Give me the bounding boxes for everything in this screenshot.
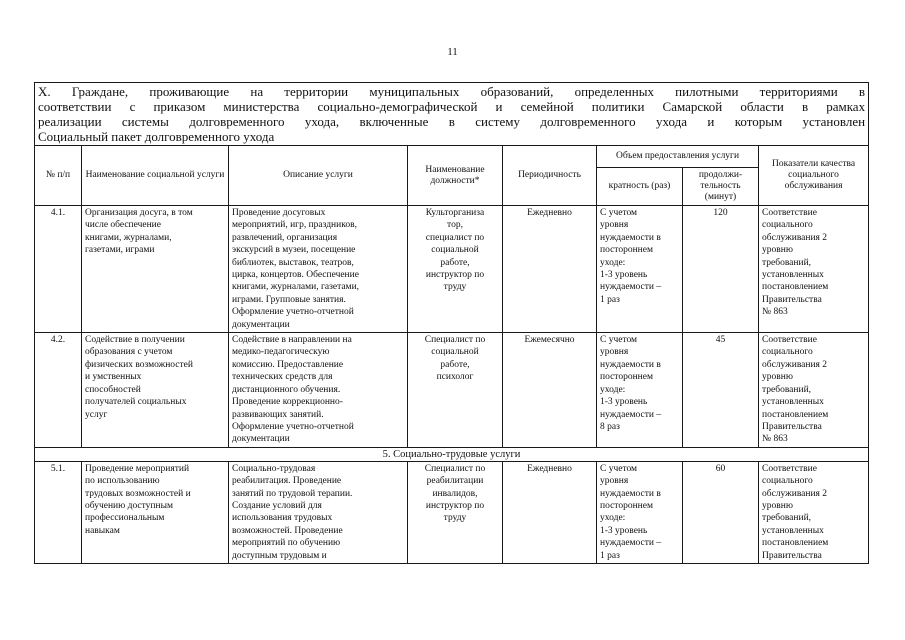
frequency-line: нуждаемости в xyxy=(600,488,661,499)
frequency-line: постороннем xyxy=(600,500,653,511)
duration: 45 xyxy=(683,333,759,448)
col-periodicity-header: Периодичность xyxy=(503,146,597,206)
service-name-line: и умственных xyxy=(85,372,142,383)
quality-indicator-line: установленных xyxy=(762,397,824,408)
frequency-line: С учетом xyxy=(600,208,638,218)
position-name-line: специалист по xyxy=(425,232,485,243)
quality-indicator-line: № 863 xyxy=(762,307,788,318)
service-name-line: навыкам xyxy=(85,525,120,536)
service-description-line: мероприятий по обучению xyxy=(232,538,341,549)
frequency-line: 1 раз xyxy=(600,550,620,561)
periodicity: Ежемесячно xyxy=(503,333,597,448)
service-name-line: образования с учетом xyxy=(85,347,173,358)
service-description-line: использования трудовых xyxy=(232,513,333,524)
quality-indicator-line: уровню xyxy=(762,372,793,383)
service-name xyxy=(82,461,229,563)
quality-indicator-line: Соответствие xyxy=(762,208,817,218)
position-name-line: труду xyxy=(443,282,467,293)
quality-indicator-line: требований, xyxy=(762,257,812,268)
quality-indicator-line: установленных xyxy=(762,525,824,536)
row-number: 4.2. xyxy=(35,333,82,448)
row-number: 5.1. xyxy=(35,461,82,563)
quality-indicator-line: постановлением xyxy=(762,282,829,293)
header-line: X. Граждане, проживающие на территории муниципальных образований, определенных пилотными территориями в xyxy=(38,84,866,99)
col-description-header: Описание услуги xyxy=(229,146,408,206)
row-number: 4.1. xyxy=(35,206,82,333)
table-row xyxy=(35,333,869,448)
quality-indicator-line: обслуживания 2 xyxy=(762,232,828,243)
service-name xyxy=(82,206,229,333)
position-name xyxy=(408,333,503,448)
quality-indicator-line: социального xyxy=(762,347,813,358)
quality-indicator-line: требований, xyxy=(762,513,812,524)
quality-indicator-line: постановлением xyxy=(762,538,829,549)
quality-indicator-line: Правительства xyxy=(762,550,822,561)
table-row xyxy=(35,461,869,563)
service-name-line: способностей xyxy=(85,384,141,395)
service-description-line: цирка, концертов. Обеспечение xyxy=(232,270,359,281)
col-duration-header: продолжи- тельность (минут) xyxy=(683,168,759,206)
position-name-line: работе, xyxy=(440,359,470,370)
frequency xyxy=(597,333,683,448)
quality-indicator-line: Правительства xyxy=(762,421,822,432)
frequency xyxy=(597,206,683,333)
service-name-line: Содействие в получении xyxy=(85,335,185,346)
quality-indicator-line: постановлением xyxy=(762,409,829,420)
frequency-line: нуждаемости в xyxy=(600,232,661,243)
quality-indicator-line: Соответствие xyxy=(762,335,817,346)
service-name-line: по использованию xyxy=(85,476,160,487)
service-description-line: занятий по трудовой терапии. xyxy=(232,488,353,499)
service-name-line: книгами, журналами, xyxy=(85,232,172,243)
service-description-line: Проведение коррекционно- xyxy=(232,397,343,408)
service-description xyxy=(229,333,408,448)
position-name-line: социальной xyxy=(431,245,479,256)
service-name-line: профессиональным xyxy=(85,513,165,524)
table-body-social xyxy=(35,206,869,448)
position-name-line: инвалидов, xyxy=(432,488,478,499)
table-body-labor xyxy=(35,461,869,563)
quality-indicator-line: социального xyxy=(762,476,813,487)
service-description-line: Оформление учетно-отчетной xyxy=(232,421,354,432)
frequency-line: нуждаемости – xyxy=(600,282,662,293)
service-name-line: услуг xyxy=(85,409,108,420)
periodicity: Ежедневно xyxy=(503,206,597,333)
service-name-line: газетами, играми xyxy=(85,245,155,256)
service-name-line: Организация досуга, в том xyxy=(85,208,193,218)
position-name-line: инструктор по xyxy=(425,270,485,281)
quality-indicator xyxy=(759,461,869,563)
service-description-line: развивающих занятий. xyxy=(232,409,324,420)
frequency-line: нуждаемости – xyxy=(600,538,662,549)
duration: 120 xyxy=(683,206,759,333)
service-description-line: Проведение досуговых xyxy=(232,208,326,218)
service-description-line: технических средств для xyxy=(232,372,333,383)
col-service-name-header: Наименование социальной услуги xyxy=(82,146,229,206)
position-name-line: социальной xyxy=(431,347,479,358)
service-name-line: получателей социальных xyxy=(85,397,187,408)
frequency-line: 1-3 уровень xyxy=(600,525,648,536)
service-description-line: развлечений, организация xyxy=(232,232,338,243)
quality-indicator-line: требований, xyxy=(762,384,812,395)
service-name-line: физических возможностей xyxy=(85,359,193,370)
service-description-line: реабилитация. Проведение xyxy=(232,476,342,487)
quality-indicator-line: № 863 xyxy=(762,434,788,445)
quality-indicator-line: уровню xyxy=(762,500,793,511)
service-name-line: обучению доступным xyxy=(85,500,173,511)
service-description-line: мероприятий, игр, праздников, xyxy=(232,220,357,231)
service-description-line: Социально-трудовая xyxy=(232,463,316,474)
col-quality-header: Показатели качества социального обслуживания xyxy=(759,146,869,206)
position-name-line: труду xyxy=(443,513,467,524)
header-line: соответствии с приказом министерства социально-демографической и семейной политики Самарской области в рамках xyxy=(38,99,866,114)
quality-indicator-line: Правительства xyxy=(762,294,822,305)
page-number: 11 xyxy=(447,46,458,58)
frequency-line: уходе: xyxy=(600,384,626,395)
service-description-line: играми. Групповые занятия. xyxy=(232,294,346,305)
frequency-line: уровня xyxy=(600,347,629,358)
col-position-header: Наименование должности* xyxy=(408,146,503,206)
section-title: 5. Социально-трудовые услуги xyxy=(35,447,869,461)
frequency-line: 1-3 уровень xyxy=(600,397,648,408)
service-description-line: доступным трудовым и xyxy=(232,550,327,561)
frequency-line: уходе: xyxy=(600,257,626,268)
col-frequency-header: кратность (раз) xyxy=(597,168,683,206)
position-name-line: тор, xyxy=(447,220,463,231)
header-line: Социальный пакет долговременного ухода xyxy=(38,129,275,144)
frequency-line: постороннем xyxy=(600,372,653,383)
position-name-line: Специалист по xyxy=(424,335,486,346)
frequency xyxy=(597,461,683,563)
frequency-line: 1 раз xyxy=(600,294,620,305)
quality-indicator-line: Соответствие xyxy=(762,463,817,474)
service-name-line: числе обеспечение xyxy=(85,220,161,231)
position-name xyxy=(408,206,503,333)
service-description-line: Оформление учетно-отчетной xyxy=(232,307,354,318)
quality-indicator-line: обслуживания 2 xyxy=(762,488,828,499)
frequency-line: постороннем xyxy=(600,245,653,256)
position-name-line: инструктор по xyxy=(425,500,485,511)
quality-indicator-line: обслуживания 2 xyxy=(762,359,828,370)
frequency-line: нуждаемости в xyxy=(600,359,661,370)
quality-indicator xyxy=(759,333,869,448)
service-description-line: библиотек, выставок, театров, xyxy=(232,257,354,268)
duration: 60 xyxy=(683,461,759,563)
service-description xyxy=(229,461,408,563)
service-description-line: Создание условий для xyxy=(232,500,322,511)
service-description-line: комиссию. Предоставление xyxy=(232,359,344,370)
position-name xyxy=(408,461,503,563)
frequency-line: уходе: xyxy=(600,513,626,524)
frequency-line: С учетом xyxy=(600,463,638,474)
position-name-line: работе, xyxy=(440,257,470,268)
service-description-line: дистанционного обучения. xyxy=(232,384,341,395)
position-name-line: реабилитации xyxy=(426,476,484,487)
section-header xyxy=(35,83,869,146)
position-name-line: психолог xyxy=(436,372,474,383)
quality-indicator-line: установленных xyxy=(762,270,824,281)
col-num-header: № п/п xyxy=(35,146,82,206)
service-description-line: документации xyxy=(232,434,290,445)
service-description-line: возможностей. Проведение xyxy=(232,525,343,536)
services-table xyxy=(34,82,869,564)
frequency-line: нуждаемости – xyxy=(600,409,662,420)
service-name xyxy=(82,333,229,448)
service-name-line: трудовых возможностей и xyxy=(85,488,191,499)
position-name-line: Специалист по xyxy=(424,463,486,474)
service-description xyxy=(229,206,408,333)
col-volume-header: Объем предоставления услуги xyxy=(597,146,759,168)
table-row xyxy=(35,206,869,333)
service-description-line: документации xyxy=(232,319,290,330)
frequency-line: уровня xyxy=(600,476,629,487)
frequency-line: С учетом xyxy=(600,335,638,346)
service-description-line: медико-педагогическую xyxy=(232,347,330,358)
service-name-line: Проведение мероприятий xyxy=(85,463,190,474)
frequency-line: уровня xyxy=(600,220,629,231)
periodicity: Ежедневно xyxy=(503,461,597,563)
service-description-line: Содействие в направлении на xyxy=(232,335,352,346)
service-description-line: экскурсий в музеи, посещение xyxy=(232,245,356,256)
header-line: реализации системы долговременного ухода, включенные в систему долговременного ухода и которым установлен xyxy=(38,114,866,129)
frequency-line: 8 раз xyxy=(600,421,620,432)
quality-indicator-line: социального xyxy=(762,220,813,231)
quality-indicator xyxy=(759,206,869,333)
quality-indicator-line: уровню xyxy=(762,245,793,256)
service-description-line: книгами, журналами, газетами, xyxy=(232,282,360,293)
position-name-line: Культорганиза xyxy=(425,208,485,218)
frequency-line: 1-3 уровень xyxy=(600,270,648,281)
